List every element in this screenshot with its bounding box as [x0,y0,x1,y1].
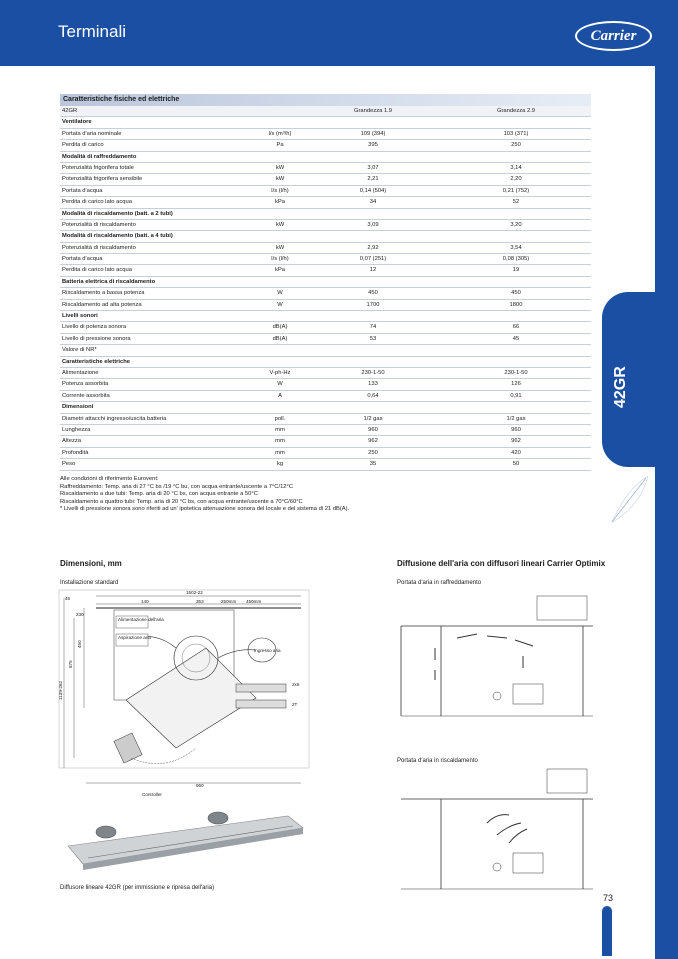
table-cell: 2,21 [367,176,379,183]
table-section-row [60,277,591,288]
dim-1139-label: 1139-262 [58,680,63,700]
table-cell: Lunghezza [62,426,91,433]
table-cell: 2,20 [510,176,522,183]
table-cell [305,345,441,355]
table-row [60,288,591,299]
table-row [60,334,591,345]
page-number-bar [602,906,612,956]
table-cell: kPa [275,267,285,274]
header-size-2-9: Grandezza 2.9 [496,108,536,114]
table-cell: A [278,392,282,399]
table-cell: 19 [512,267,520,274]
table-cell [255,345,305,355]
table-cell [441,345,591,355]
table-cell: V-ph-Hz [269,369,291,376]
table-cell: Pa [276,142,284,149]
specs-table [60,94,591,471]
table-cell: 230-1-50 [504,369,528,376]
table-cell: mm [275,438,285,445]
table-row [60,197,591,208]
table-cell: Perdita di carico lato acqua [62,199,132,206]
table-cell: Modalità di riscaldamento (batt. a 2 tubi) [62,210,173,217]
table-cell: 52 [512,199,520,206]
table-row [60,345,591,356]
table-cell: 0,14 (504) [359,187,387,194]
table-cell: Batteria elettrica di riscaldamento [62,278,156,285]
note-line: Raffreddamento: Temp. aria di 27 °C bs /19 °C bu, con acqua entrante/uscente a 7°C/12°C [60,483,294,490]
table-cell: poll. [274,415,286,422]
table-cell: 12 [369,267,377,274]
table-cell [441,231,591,241]
table-cell: kW [275,244,285,251]
table-cell: Ventilatore [62,119,92,126]
page-title: Terminali [58,22,127,41]
table-cell [441,311,591,321]
table-cell: 960 [368,426,378,433]
table-cell: 450 [368,290,378,297]
table-cell: Perdita di carico lato acqua [62,267,132,274]
table-cell: 3,14 [510,164,522,171]
table-row [60,459,591,470]
table-cell: Livello di potenza sonora [62,324,127,331]
table-cell: Valore di NR* [62,347,97,354]
table-row [60,174,591,185]
dim-450v-label: 450 [77,640,82,648]
table-cell [441,357,591,367]
specs-table-body [60,117,591,470]
table-cell: 420 [511,449,521,456]
table-cell: kPa [275,199,285,206]
table-row [60,322,591,333]
table-cell: W [277,381,283,388]
table-cell: Potenza assorbita [62,381,109,388]
table-cell: kg [276,461,284,468]
diffusion-title: Diffusione dell'aria con diffusori lineari Carrier Optimix [397,559,606,568]
table-row [60,140,591,151]
table-cell: 250 [368,449,378,456]
table-cell: kW [275,221,285,228]
table-cell [305,357,441,367]
note-line: Alle condizioni di riferimento Eurovent: [60,476,159,482]
table-cell: 395 [368,142,378,149]
table-cell: 1/2 gas [363,415,383,422]
table-section-row [60,311,591,322]
table-cell [305,152,441,162]
table-row [60,220,591,231]
table-cell: 0,64 [367,392,379,399]
table-cell: mm [275,449,285,456]
table-cell [255,117,305,127]
table-cell: dB(A) [272,335,288,342]
table-cell: 0,07 (251) [359,256,387,263]
table-cell: Modalità di raffreddamento [62,153,137,160]
table-cell [255,277,305,287]
table-cell: mm [275,426,285,433]
label-aspirazione: Aspirazione aria [118,635,151,640]
table-cell: 230-1-50 [361,369,385,376]
table-cell: Modalità di riscaldamento (batt. a 4 tubi) [62,233,173,240]
table-cell: Caratteristiche elettriche [62,358,130,365]
table-cell: W [277,301,283,308]
table-row [60,379,591,390]
table-cell [305,117,441,127]
table-cell [441,402,591,412]
dim-2t-label: 2T [292,702,298,707]
table-row [60,391,591,402]
table-cell [441,277,591,287]
table-cell: 3,07 [367,164,379,171]
table-cell: kW [275,176,285,183]
table-cell: Livello di pressione sonora [62,335,131,342]
table-cell: 0,08 (305) [502,256,530,263]
table-row [60,129,591,140]
table-cell: 133 [368,381,378,388]
dim-140-label: 140 [141,599,149,604]
table-cell: 1700 [366,301,380,308]
table-cell: 0,91 [510,392,522,399]
table-section-row [60,152,591,163]
table-cell [305,311,441,321]
header-unit [255,106,305,116]
specs-table-title: Caratteristiche fisiche ed elettriche [60,94,591,106]
table-cell: 34 [369,199,377,206]
label-alimentazione: Alimentazione dell'aria [118,617,164,622]
table-cell: Dimensioni [62,404,94,411]
table-cell: 74 [369,324,377,331]
table-cell [305,209,441,219]
header-size-1-9: Grandezza 1.9 [353,108,393,114]
table-cell: 1/2 gas [506,415,526,422]
table-cell: Potenzialità frigorifera sensibile [62,176,143,183]
table-cell: Perdita di carico [62,142,104,149]
table-row [60,254,591,265]
table-cell: Diametri attacchi ingresso/uscita batteria [62,415,167,422]
table-row [60,368,591,379]
table-section-row [60,357,591,368]
table-cell: Potenzialità di riscaldamento [62,244,136,251]
table-row [60,163,591,174]
table-section-row [60,117,591,128]
dim-450-label: 450mm [246,599,262,604]
table-cell: 1800 [509,301,523,308]
table-cell: Peso [62,461,76,468]
table-cell: 45 [512,335,520,342]
table-cell: l/s (l/h) [271,187,289,194]
table-row [60,425,591,436]
table-cell [255,357,305,367]
table-cell: 53 [369,335,377,342]
diffuser-caption: Diffusore lineare 42GR (per immissione e ripresa dell'aria) [60,885,215,891]
table-cell: 3,20 [510,221,522,228]
table-cell [255,402,305,412]
table-cell: 35 [369,461,377,468]
table-cell: Corrente assorbita [62,392,110,399]
table-cell: 2,92 [367,244,379,251]
table-cell: Riscaldamento a bassa potenza [62,290,145,297]
table-cell: 250 [511,142,521,149]
table-cell: 126 [511,381,521,388]
table-cell: 3,09 [367,221,379,228]
table-section-row [60,402,591,413]
note-line: Riscaldamento a quattro tubi: Temp. aria di 20 °C bs, con acqua entrante/uscente a 70°C/60°C [60,498,303,505]
page-number: 73 [603,893,614,903]
table-row [60,414,591,425]
table-cell: Alimentazione [62,369,99,376]
table-cell: Profondità [62,449,89,456]
table-cell [255,311,305,321]
dim-2x-label: 2x5 [292,682,300,687]
table-cell [305,231,441,241]
heating-label: Portata d'aria in riscaldamento [397,758,478,764]
dim-960-label: 960 [196,783,204,788]
table-cell: Riscaldamento ad alta potenza [62,301,142,308]
table-cell [305,402,441,412]
table-cell: Altezza [62,438,82,445]
table-cell: l/s (l/h) [271,256,289,263]
carrier-logo: Carrier [575,21,652,51]
header-model: 42GR [62,108,78,114]
table-section-row [60,231,591,242]
table-section-row [60,209,591,220]
table-cell: 3,54 [510,244,522,251]
table-cell: dB(A) [272,324,288,331]
table-cell: Potenzialità di riscaldamento [62,221,136,228]
label-controller: Controller [142,792,162,797]
side-tab-label: 42GR [612,366,629,408]
table-cell: 109 (394) [360,130,386,137]
table-cell [255,209,305,219]
table-cell: 0,21 (752) [502,187,530,194]
dim-875-label: 875 [68,660,73,668]
table-cell: Potenzialità frigorifera totale [62,164,134,171]
note-line: Riscaldamento a due tubi: Temp. aria di 20 °C bs, con acqua entrante a 50°C [60,491,258,498]
notes [60,476,591,514]
specs-table-header [60,106,591,117]
side-strip [655,0,678,959]
dim-230-label: 230 [76,612,84,617]
dim-250-label: 250mm [221,599,237,604]
table-cell: 962 [511,438,521,445]
table-cell: kW [275,164,285,171]
cooling-airflow-diagram [397,588,597,718]
table-cell [255,152,305,162]
table-cell: Portata d'acqua [62,187,103,194]
table-cell: 960 [511,426,521,433]
table-cell: 50 [512,461,520,468]
table-row [60,265,591,276]
table-row [60,448,591,459]
table-cell: 66 [512,324,520,331]
note-line: * Livelli di pressione sonora sono riferiti ad un' ipotetica attenuazione sonora del locale e del sistema di 21 dB(A). [60,506,350,513]
linear-diffuser-photo [58,806,306,876]
dimensions-title: Dimensioni, mm [60,559,122,568]
dim-top-label: 1502-22 [186,590,203,595]
heating-airflow-diagram [397,763,597,891]
cooling-label: Portata d'aria in raffreddamento [397,580,482,586]
table-row [60,436,591,447]
table-cell [305,277,441,287]
dimensions-subtitle: Installazione standard [60,580,119,586]
dim-45-label: 45 [65,596,71,601]
table-cell [441,117,591,127]
table-row [60,186,591,197]
table-cell: 103 (371) [503,130,529,137]
dimension-drawing [56,588,336,800]
table-cell: 450 [511,290,521,297]
table-cell [441,209,591,219]
table-row [60,300,591,311]
table-cell: l/s (m³/h) [268,130,292,137]
table-cell: Livelli sonori [62,313,98,320]
table-cell: Portata d'aria nominale [62,130,122,137]
table-cell: W [277,290,283,297]
table-row [60,243,591,254]
table-cell: Portata d'acqua [62,256,103,263]
table-cell [441,152,591,162]
table-cell [255,231,305,241]
label-ingresso: Ingresso aria [254,648,281,653]
table-cell: 962 [368,438,378,445]
dim-353-label: 353 [196,599,204,604]
feather-icon [604,470,654,530]
